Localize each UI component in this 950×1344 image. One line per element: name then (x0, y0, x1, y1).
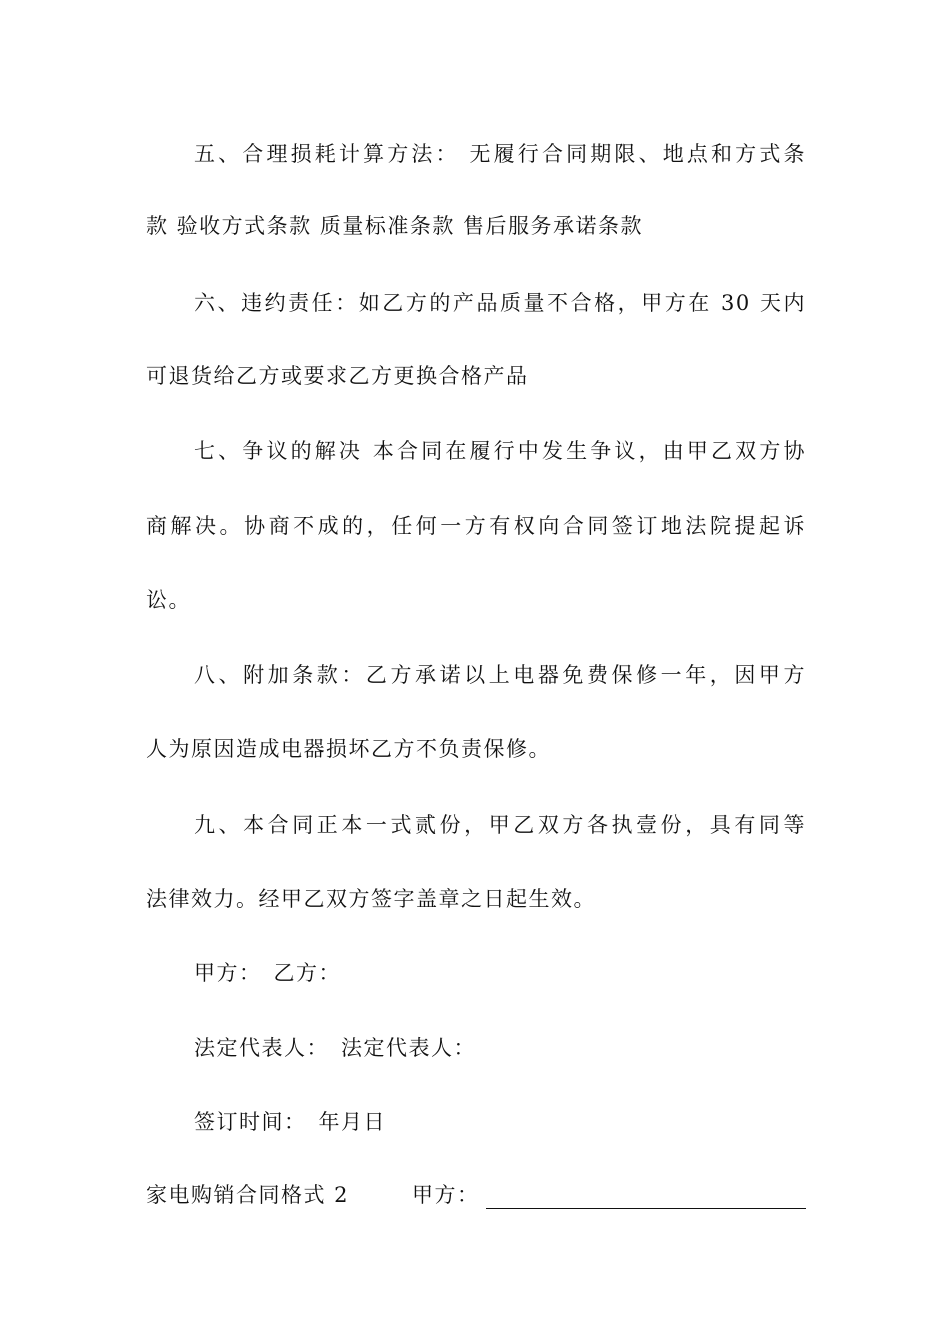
clause-5-line-1: 五、合理损耗计算方法： 无履行合同期限、地点和方式条 (194, 142, 806, 166)
clause-7-line-3: 讼。 (146, 588, 191, 612)
clause-8-line-1: 八、附加条款：乙方承诺以上电器免费保修一年，因甲方 (194, 663, 806, 687)
party-a-label: 甲方： (412, 1183, 480, 1207)
clause-8-line-2: 人为原因造成电器损坏乙方不负责保修。 (146, 737, 551, 761)
next-contract-heading (146, 1180, 806, 1214)
clause-6-line-2: 可退货给乙方或要求乙方更换合格产品 (146, 364, 529, 388)
clause-9-line-1: 九、本合同正本一式贰份，甲乙双方各执壹份，具有同等 (194, 813, 806, 837)
signature-representatives: 法定代表人： 法定代表人： (194, 1036, 476, 1060)
party-a-blank-line (486, 1208, 806, 1209)
signature-date: 签订时间： 年月日 (194, 1110, 386, 1134)
clause-6-line-1: 六、违约责任：如乙方的产品质量不合格，甲方在 30 天内 (194, 291, 806, 315)
clause-9-line-2: 法律效力。经甲乙双方签字盖章之日起生效。 (146, 887, 596, 911)
signature-parties: 甲方： 乙方： (194, 961, 341, 985)
clause-7-line-1: 七、争议的解决 本合同在履行中发生争议，由甲乙双方协 (194, 439, 806, 463)
clause-7-line-2: 商解决。协商不成的，任何一方有权向合同签订地法院提起诉 (146, 514, 806, 538)
next-contract-title: 家电购销合同格式 2 (146, 1183, 350, 1207)
clause-5-line-2: 款 验收方式条款 质量标准条款 售后服务承诺条款 (146, 214, 644, 238)
